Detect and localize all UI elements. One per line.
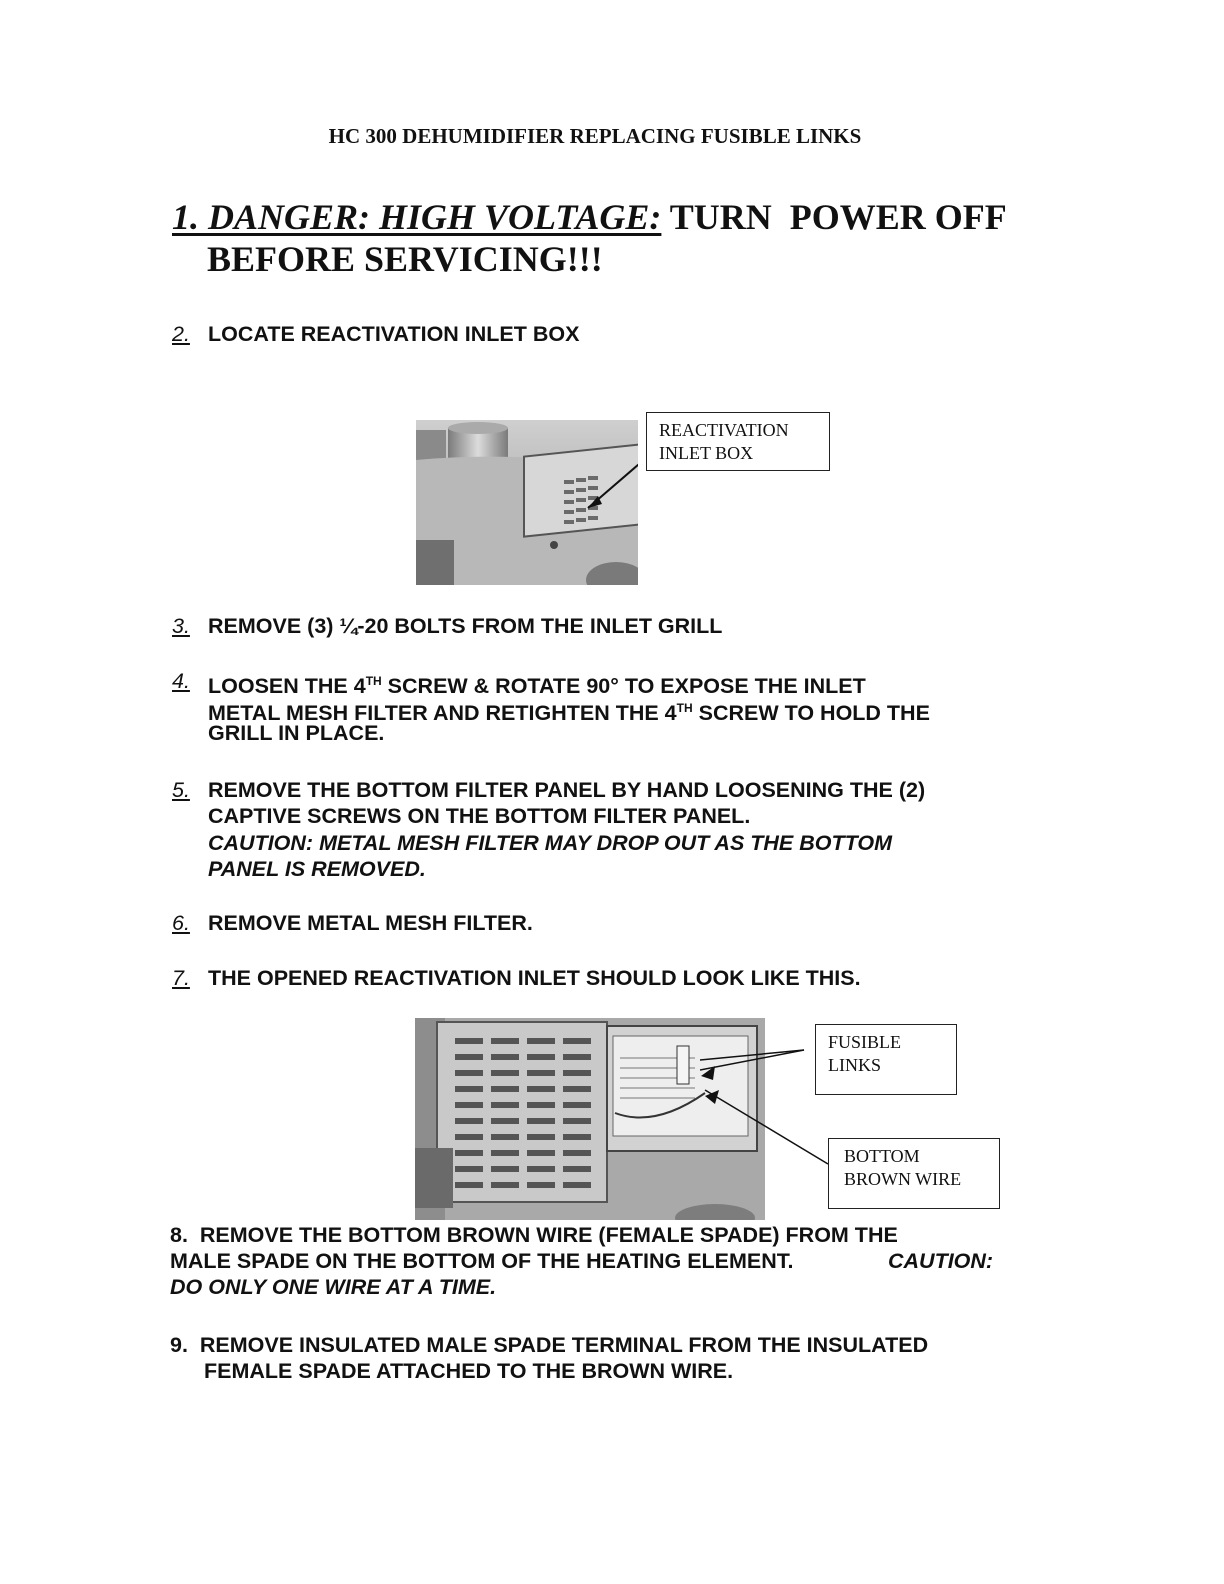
- step-text: LOCATE REACTIVATION INLET BOX: [208, 322, 580, 346]
- danger-number: 1.: [172, 197, 199, 237]
- step-text-line2: FEMALE SPADE ATTACHED TO THE BROWN WIRE.: [204, 1359, 734, 1383]
- step-text-line1: 8. REMOVE THE BOTTOM BROWN WIRE (FEMALE SPADE) FROM THE: [170, 1223, 898, 1247]
- step-number: 6.: [172, 911, 190, 935]
- caution-label: CAUTION:: [888, 1249, 994, 1273]
- danger-instruction: TURN POWER OFF: [669, 197, 1007, 237]
- step-number: 4.: [172, 669, 190, 693]
- callout-fusible-links: FUSIBLE LINKS: [815, 1024, 957, 1095]
- caution-line2: PANEL IS REMOVED.: [208, 857, 426, 881]
- step-number: 5.: [172, 778, 190, 802]
- caution-text: DO ONLY ONE WIRE AT A TIME.: [170, 1275, 497, 1299]
- step-text-line2: METAL MESH FILTER AND RETIGHTEN THE 4TH SCREW TO HOLD THE: [208, 701, 930, 726]
- page-title: HC 300 DEHUMIDIFIER REPLACING FUSIBLE LINKS: [328, 124, 862, 148]
- step-text-line1: REMOVE THE BOTTOM FILTER PANEL BY HAND LOOSENING THE (2): [208, 778, 926, 802]
- step-text: REMOVE (3) ¼-20 BOLTS FROM THE INLET GRILL: [208, 614, 723, 638]
- step-text-line1: LOOSEN THE 4TH SCREW & ROTATE 90° TO EXPOSE THE INLET: [208, 674, 866, 699]
- danger-label: DANGER: HIGH VOLTAGE:: [208, 197, 662, 237]
- step-text-line2: CAPTIVE SCREWS ON THE BOTTOM FILTER PANEL.: [208, 804, 751, 828]
- step-9: [170, 1332, 928, 1384]
- step-text-line2: MALE SPADE ON THE BOTTOM OF THE HEATING ELEMENT. CAUTION:: [170, 1249, 994, 1273]
- callout-reactivation-inlet-box: REACTIVATION INLET BOX: [646, 412, 830, 471]
- step-1-danger: [172, 196, 1007, 238]
- figure-reactivation-inlet-photo: [416, 420, 638, 585]
- step-number: 7.: [172, 966, 190, 990]
- step-8: [170, 1222, 1030, 1300]
- step-text-line3: GRILL IN PLACE.: [208, 721, 385, 745]
- step-number: 3.: [172, 614, 190, 638]
- caution-line1: CAUTION: METAL MESH FILTER MAY DROP OUT AS THE BOTTOM: [208, 831, 893, 855]
- step-number: 2.: [172, 322, 190, 346]
- danger-instruction-line2: BEFORE SERVICING!!!: [207, 239, 603, 279]
- step-text-line1: 9. REMOVE INSULATED MALE SPADE TERMINAL FROM THE INSULATED: [170, 1333, 929, 1357]
- callout-bottom-brown-wire: BOTTOM BROWN WIRE: [828, 1138, 1000, 1209]
- step-text: REMOVE METAL MESH FILTER.: [208, 911, 533, 935]
- step-text: THE OPENED REACTIVATION INLET SHOULD LOOK LIKE THIS.: [208, 966, 861, 990]
